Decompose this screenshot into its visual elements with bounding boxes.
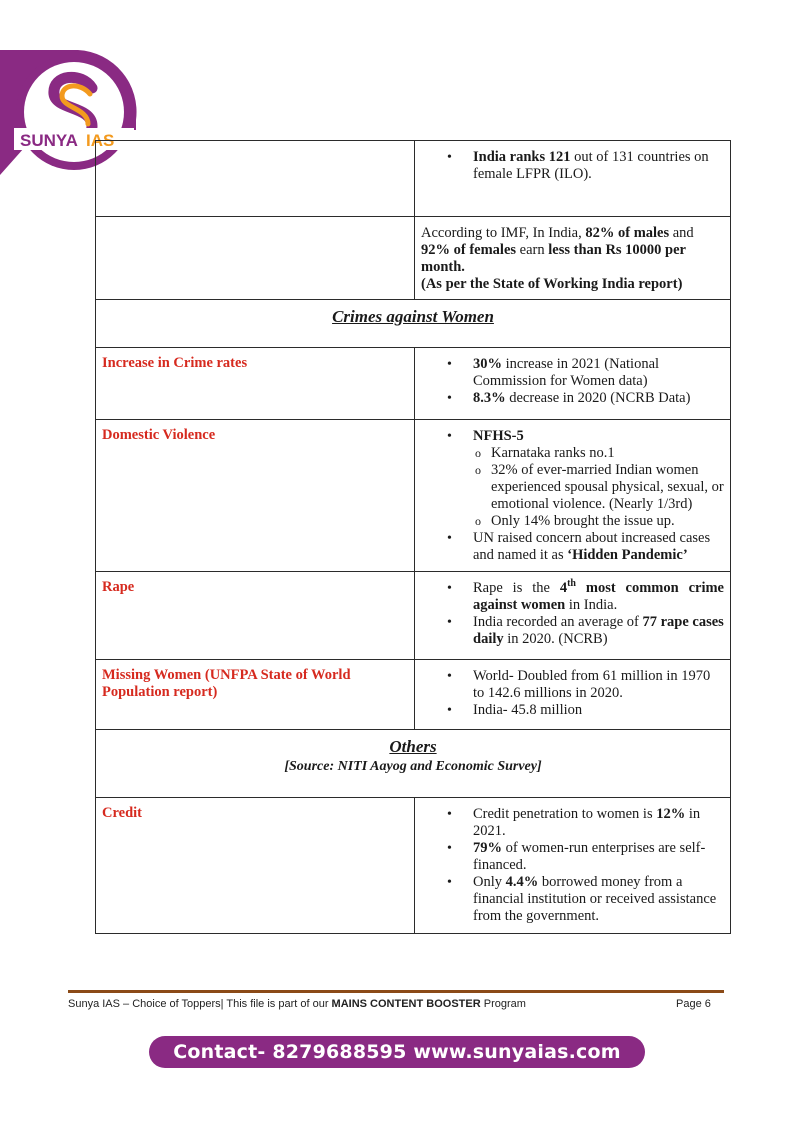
section-header-row (96, 300, 731, 348)
row-label: Credit (96, 798, 415, 934)
sub-list-item: o 32% of ever-married Indian women experienced spousal physical, sexual, or emotional violence. (Nearly 1/3rd) (473, 462, 724, 513)
table-cell (415, 141, 731, 217)
sub-list-item: o Only 14% brought the issue up. (473, 513, 724, 530)
list-item: • Rape is the 4th most common crime against women in India. (443, 580, 724, 614)
list-item: • UN raised concern about increased cases and named it as ‘Hidden Pandemic’ (443, 530, 724, 564)
list-item: • World- Doubled from 61 million in 1970 to 142.6 millions in 2020. (443, 668, 724, 702)
logo-text: SUNYA (20, 131, 78, 150)
logo-text-accent: IAS (86, 131, 115, 150)
row-label: Increase in Crime rates (96, 348, 415, 420)
table-row (96, 572, 731, 660)
table-row (96, 217, 731, 300)
footer-divider (68, 990, 724, 993)
section-source: [Source: NITI Aayog and Economic Survey] (284, 759, 542, 774)
list-item: • India- 45.8 million (443, 702, 724, 719)
table-cell (415, 798, 731, 934)
list-item: • 30% increase in 2021 (National Commission for Women data) (443, 356, 724, 390)
contact-banner[interactable]: Contact- 8279688595 www.sunyaias.com (149, 1036, 645, 1068)
table-cell (415, 660, 731, 730)
row-label: Domestic Violence (96, 420, 415, 572)
table-row (96, 798, 731, 934)
row-label: Missing Women (UNFPA State of World Population report) (96, 660, 415, 730)
section-header (96, 300, 731, 348)
table-cell: According to IMF, In India, 82% of males and 92% of females earn less than Rs 10000 per month. (As per the State of Working India report) (415, 217, 731, 300)
list-item: • India recorded an average of 77 rape cases daily in 2020. (NCRB) (443, 614, 724, 648)
list-item: • Credit penetration to women is 12% in 2021. (443, 806, 724, 840)
table-row (96, 348, 731, 420)
table-cell (415, 420, 731, 572)
row-label: Rape (96, 572, 415, 660)
footer-text: Sunya IAS – Choice of Toppers| This file is part of our MAINS CONTENT BOOSTER Program (68, 998, 526, 1010)
table-cell (415, 572, 731, 660)
table-cell (415, 348, 731, 420)
section-header (96, 730, 731, 798)
page-number: Page 6 (676, 998, 711, 1010)
section-header-row (96, 730, 731, 798)
list-item: • 8.3% decrease in 2020 (NCRB Data) (443, 390, 724, 407)
table-cell-empty (96, 141, 415, 217)
data-table (95, 140, 731, 934)
table-cell-empty (96, 217, 415, 300)
list-item: • NFHS-5 o Karnataka ranks no.1 o 32% of ever-married Indian women experienced spousal physical, sexual, or emotional violence. (Nearly 1/3rd) o Only 14% brought the issue up. (443, 428, 724, 530)
table-row (96, 141, 731, 217)
list-item: • India ranks 121 out of 131 countries on female LFPR (ILO). (443, 149, 724, 183)
table-row (96, 420, 731, 572)
list-item: • Only 4.4% borrowed money from a financial institution or received assistance from the government. (443, 874, 724, 925)
section-title: Others (389, 737, 437, 756)
list-item: • 79% of women-run enterprises are self-financed. (443, 840, 724, 874)
sub-list-item: o Karnataka ranks no.1 (473, 445, 724, 462)
table-row (96, 660, 731, 730)
report-note: (As per the State of Working India report) (421, 276, 683, 292)
section-title: Crimes against Women (332, 307, 494, 326)
